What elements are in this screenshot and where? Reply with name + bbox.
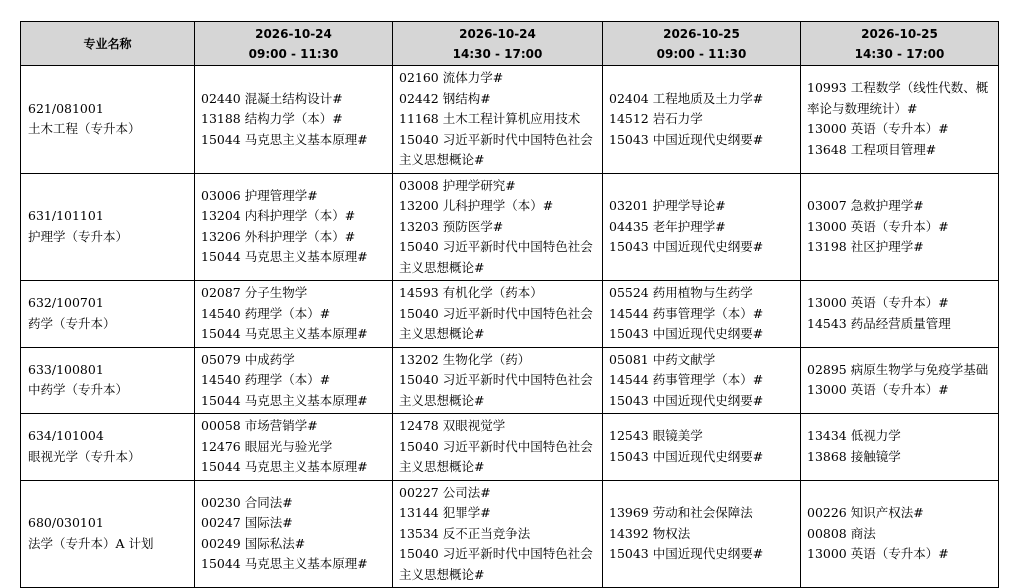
- exam-cell: [801, 480, 999, 588]
- major-name: 法学（专升本）A 计划: [28, 535, 154, 551]
- major-code: 632/100701: [28, 295, 104, 311]
- major-name: 中药学（专升本）: [28, 382, 129, 398]
- course-entry: 15044 马克思主义基本原理#: [201, 131, 368, 147]
- major-header: 专业名称: [21, 22, 195, 66]
- course-entry: 14392 物权法: [609, 525, 691, 541]
- course-entry: 03007 急救护理学#: [807, 198, 924, 213]
- course-entry: 15040 习近平新时代中国特色社会主义思想概论#: [399, 239, 593, 275]
- course-entry: 15044 马克思主义基本原理#: [201, 249, 368, 265]
- course-entry: 15040 习近平新时代中国特色社会主义思想概论#: [399, 305, 593, 341]
- exam-cell: [195, 66, 393, 174]
- exam-cell: [801, 281, 999, 348]
- exam-cell: [801, 66, 999, 174]
- exam-cell: [603, 281, 801, 348]
- course-entry: 00226 知识产权法#: [807, 505, 924, 520]
- major-code: 621/081001: [28, 100, 104, 116]
- session-date: 2026-10-24: [255, 26, 332, 41]
- session-time: 14:30 - 17:00: [854, 46, 945, 61]
- schedule-table: [20, 21, 999, 588]
- course-entry: 12476 眼屈光与验光学: [201, 438, 333, 454]
- course-entry: 15044 马克思主义基本原理#: [201, 556, 368, 572]
- exam-cell: [603, 414, 801, 481]
- course-entry: 05081 中药文献学: [609, 351, 716, 367]
- course-entry: 13000 英语（专升本）#: [807, 218, 949, 234]
- course-entry: 11168 土木工程计算机应用技术: [399, 111, 581, 126]
- course-entry: 14593 有机化学（药本）: [399, 285, 543, 300]
- session-date: 2026-10-24: [459, 26, 536, 41]
- course-entry: 13144 犯罪学#: [399, 505, 491, 520]
- course-entry: 00058 市场营销学#: [201, 418, 318, 433]
- course-entry: 13648 工程项目管理#: [807, 141, 937, 157]
- session-time: 09:00 - 11:30: [248, 46, 339, 61]
- exam-cell: [195, 173, 393, 281]
- course-entry: 12543 眼镜美学: [609, 428, 703, 444]
- session-header: [801, 22, 999, 66]
- major-cell: [21, 347, 195, 414]
- course-entry: 14544 药事管理学（本）#: [609, 372, 764, 387]
- course-entry: 04435 老年护理学#: [609, 218, 726, 234]
- major-code: 633/100801: [28, 361, 104, 377]
- course-entry: 15043 中国近现代史纲要#: [609, 392, 764, 408]
- course-entry: 00230 合同法#: [201, 494, 293, 510]
- course-entry: 13188 结构力学（本）#: [201, 111, 343, 126]
- exam-cell: [195, 281, 393, 348]
- exam-cell: [393, 173, 603, 281]
- table-row: [21, 347, 999, 414]
- exam-cell: [393, 66, 603, 174]
- table-row: [21, 281, 999, 348]
- course-entry: 02895 病原生物学与免疫学基础: [807, 361, 989, 377]
- exam-cell: [603, 347, 801, 414]
- major-name: 药学（专升本）: [28, 315, 116, 331]
- course-entry: 13206 外科护理学（本）#: [201, 228, 356, 244]
- course-entry: 13203 预防医学#: [399, 218, 504, 234]
- course-entry: 15043 中国近现代史纲要#: [609, 326, 764, 341]
- course-entry: 05524 药用植物与生药学: [609, 285, 753, 300]
- course-entry: 13202 生物化学（药）: [399, 351, 531, 367]
- course-entry: 10993 工程数学（线性代数、概率论与数理统计）#: [807, 80, 989, 116]
- exam-cell: [393, 480, 603, 588]
- course-entry: 13868 接触镜学: [807, 448, 901, 464]
- exam-cell: [801, 414, 999, 481]
- course-entry: 13200 儿科护理学（本）#: [399, 198, 554, 213]
- session-header: [603, 22, 801, 66]
- course-entry: 00227 公司法#: [399, 484, 491, 500]
- exam-cell: [195, 414, 393, 481]
- course-entry: 13969 劳动和社会保障法: [609, 505, 753, 520]
- exam-schedule: [20, 21, 998, 588]
- course-entry: 13534 反不正当竞争法: [399, 525, 531, 541]
- course-entry: 15043 中国近现代史纲要#: [609, 448, 764, 464]
- table-row: [21, 480, 999, 588]
- major-name: 土木工程（专升本）: [28, 121, 141, 137]
- course-entry: 13204 内科护理学（本）#: [201, 208, 356, 224]
- course-entry: 13000 英语（专升本）#: [807, 295, 949, 311]
- course-entry: 13434 低视力学: [807, 428, 901, 444]
- course-entry: 02442 钢结构#: [399, 90, 491, 106]
- course-entry: 05079 中成药学: [201, 351, 295, 367]
- course-entry: 14540 药理学（本）#: [201, 372, 331, 387]
- table-row: [21, 173, 999, 281]
- exam-cell: [393, 414, 603, 481]
- table-row: [21, 66, 999, 174]
- session-time: 14:30 - 17:00: [452, 46, 543, 61]
- session-header: [393, 22, 603, 66]
- course-entry: 15043 中国近现代史纲要#: [609, 239, 764, 254]
- course-entry: 00249 国际私法#: [201, 535, 306, 551]
- exam-cell: [195, 347, 393, 414]
- course-entry: 00808 商法: [807, 525, 876, 541]
- exam-cell: [603, 66, 801, 174]
- course-entry: 15040 习近平新时代中国特色社会主义思想概论#: [399, 546, 593, 582]
- exam-cell: [393, 281, 603, 348]
- course-entry: 14512 岩石力学: [609, 111, 703, 126]
- course-entry: 14540 药理学（本）#: [201, 305, 331, 321]
- course-entry: 02404 工程地质及土力学#: [609, 90, 764, 106]
- exam-cell: [195, 480, 393, 588]
- exam-cell: [801, 173, 999, 281]
- major-name: 眼视光学（专升本）: [28, 448, 141, 464]
- course-entry: 13000 英语（专升本）#: [807, 546, 949, 561]
- major-code: 634/101004: [28, 428, 104, 444]
- course-entry: 15040 习近平新时代中国特色社会主义思想概论#: [399, 131, 593, 167]
- exam-cell: [801, 347, 999, 414]
- course-entry: 03006 护理管理学#: [201, 187, 318, 203]
- major-code: 631/101101: [28, 208, 104, 224]
- course-entry: 02440 混凝土结构设计#: [201, 90, 343, 106]
- session-header: [195, 22, 393, 66]
- major-cell: [21, 66, 195, 174]
- major-cell: [21, 173, 195, 281]
- course-entry: 13000 英语（专升本）#: [807, 382, 949, 398]
- major-name: 护理学（专升本）: [28, 228, 129, 244]
- course-entry: 12478 双眼视觉学: [399, 418, 506, 433]
- major-code: 680/030101: [28, 515, 104, 531]
- course-entry: 15040 习近平新时代中国特色社会主义思想概论#: [399, 438, 593, 474]
- course-entry: 14543 药品经营质量管理: [807, 315, 951, 331]
- course-entry: 15043 中国近现代史纲要#: [609, 546, 764, 561]
- course-entry: 02087 分子生物学: [201, 285, 308, 300]
- course-entry: 15044 马克思主义基本原理#: [201, 326, 368, 341]
- course-entry: 15040 习近平新时代中国特色社会主义思想概论#: [399, 372, 593, 408]
- session-date: 2026-10-25: [663, 26, 740, 41]
- session-time: 09:00 - 11:30: [656, 46, 747, 61]
- course-entry: 13198 社区护理学#: [807, 239, 924, 254]
- major-cell: [21, 414, 195, 481]
- course-entry: 15044 马克思主义基本原理#: [201, 459, 368, 474]
- course-entry: 13000 英语（专升本）#: [807, 121, 949, 137]
- exam-cell: [603, 173, 801, 281]
- course-entry: 00247 国际法#: [201, 515, 293, 531]
- exam-cell: [393, 347, 603, 414]
- course-entry: 03201 护理学导论#: [609, 198, 726, 213]
- exam-cell: [603, 480, 801, 588]
- course-entry: 15043 中国近现代史纲要#: [609, 131, 764, 147]
- table-row: [21, 414, 999, 481]
- major-cell: [21, 281, 195, 348]
- session-date: 2026-10-25: [861, 26, 938, 41]
- major-cell: [21, 480, 195, 588]
- course-entry: 15044 马克思主义基本原理#: [201, 392, 368, 408]
- header-row: [21, 22, 999, 66]
- course-entry: 02160 流体力学#: [399, 70, 504, 85]
- course-entry: 14544 药事管理学（本）#: [609, 305, 764, 321]
- course-entry: 03008 护理学研究#: [399, 177, 516, 193]
